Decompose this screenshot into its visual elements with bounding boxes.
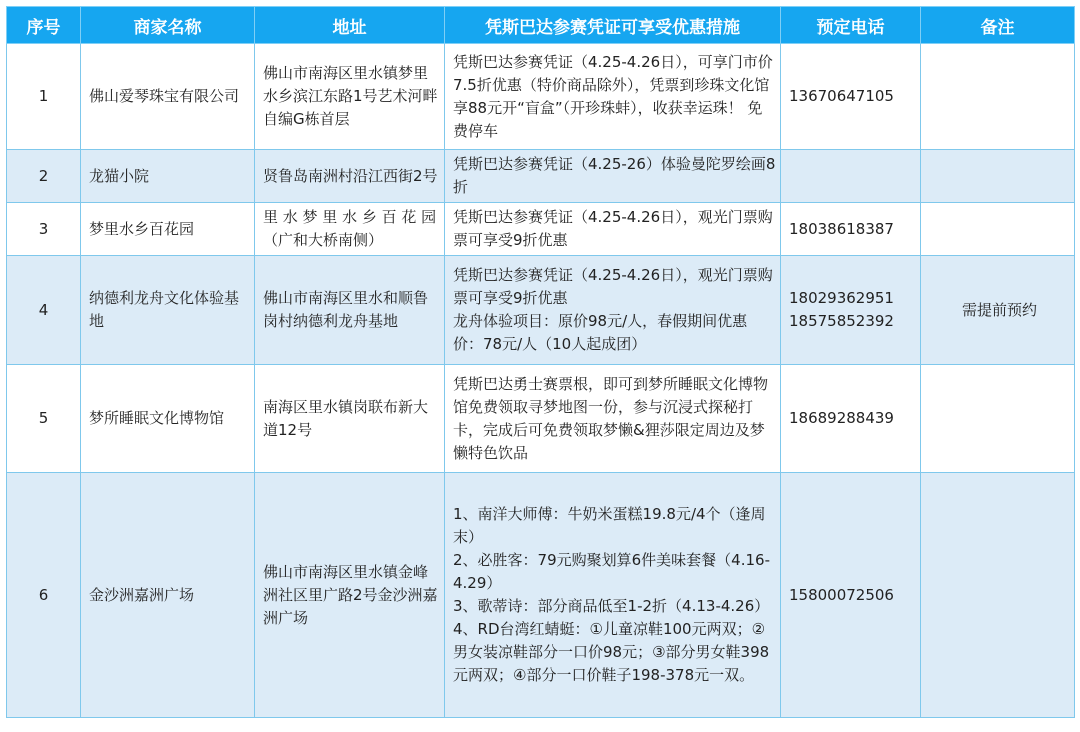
- merchant-discount-table: [6, 6, 1075, 718]
- offer-line: 凭斯巴达参赛凭证（4.25-4.26日），观光门票购票可享受9折优惠: [453, 208, 773, 249]
- merchant-address: [255, 203, 445, 256]
- header-merchant: 商家名称: [81, 7, 255, 44]
- notes-cell: [921, 203, 1075, 256]
- offer-cell: [445, 256, 781, 365]
- phone-cell: [781, 256, 921, 365]
- merchant-name: 龙猫小院: [81, 150, 255, 203]
- row-index: 2: [7, 150, 81, 203]
- header-address: 地址: [255, 7, 445, 44]
- merchant-name: 佛山爱琴珠宝有限公司: [81, 44, 255, 150]
- offer-cell: [445, 203, 781, 256]
- table-row: [7, 150, 1075, 203]
- phone-cell: [781, 150, 921, 203]
- phone-cell: [781, 203, 921, 256]
- phone-cell: [781, 365, 921, 473]
- offer-cell: [445, 473, 781, 718]
- offer-line: 龙舟体验项目：原价98元/人，春假期间优惠价：78元/人（10人起成团）: [453, 312, 748, 353]
- notes-cell: 需提前预约: [921, 256, 1075, 365]
- offer-cell: [445, 150, 781, 203]
- row-index: 1: [7, 44, 81, 150]
- address-line: （广和大桥南侧）: [263, 231, 384, 249]
- merchant-name: 梦里水乡百花园: [81, 203, 255, 256]
- table-row: [7, 44, 1075, 150]
- header-index: 序号: [7, 7, 81, 44]
- merchant-address: 佛山市南海区里水镇梦里水乡滨江东路1号艺术河畔自编G栋首层: [255, 44, 445, 150]
- phone-number: 13670647105: [789, 87, 894, 105]
- row-index: 5: [7, 365, 81, 473]
- row-index: 3: [7, 203, 81, 256]
- offer-line: 凭斯巴达参赛凭证（4.25-4.26日），可享门市价7.5折优惠（特价商品除外），凭票到珍珠文化馆享88元开“盲盒”（开珍珠蚌），收获幸运珠！ 免费停车: [453, 52, 773, 140]
- table-row: [7, 473, 1075, 718]
- merchant-address: 南海区里水镇岗联布新大道12号: [255, 365, 445, 473]
- header-notes: 备注: [921, 7, 1075, 44]
- notes-cell: [921, 473, 1075, 718]
- merchant-name: 纳德利龙舟文化体验基地: [81, 256, 255, 365]
- phone-number: 18038618387: [789, 219, 894, 238]
- phone-number: 18029362951: [789, 289, 894, 307]
- merchant-address: 佛山市南海区里水镇金峰洲社区里广路2号金沙洲嘉洲广场: [255, 473, 445, 718]
- notes-cell: [921, 365, 1075, 473]
- table-row: [7, 256, 1075, 365]
- row-index: 4: [7, 256, 81, 365]
- offer-line: 3、歌蒂诗：部分商品低至1-2折（4.13-4.26）: [453, 597, 770, 615]
- table-row: [7, 203, 1075, 256]
- header-row: [7, 7, 1075, 44]
- phone-number: 18575852392: [789, 312, 894, 330]
- merchant-name: 金沙洲嘉洲广场: [81, 473, 255, 718]
- phone-cell: [781, 473, 921, 718]
- address-line: 里 水 梦 里 水 乡 百 花 园: [263, 208, 437, 226]
- offer-line: 凭斯巴达参赛凭证（4.25-26）体验曼陀罗绘画8折: [453, 155, 776, 196]
- merchant-name: 梦所睡眠文化博物馆: [81, 365, 255, 473]
- header-offer: 凭斯巴达参赛凭证可享受优惠措施: [445, 7, 781, 44]
- row-index: 6: [7, 473, 81, 718]
- merchant-address: 贤鲁岛南洲村沿江西街2号: [255, 150, 445, 203]
- offer-cell: [445, 44, 781, 150]
- notes-cell: [921, 44, 1075, 150]
- offer-line: 凭斯巴达参赛凭证（4.25-4.26日），观光门票购票可享受9折优惠: [453, 266, 773, 307]
- merchant-discount-table-wrapper: [6, 6, 1074, 718]
- phone-number: 15800072506: [789, 585, 894, 604]
- merchant-address: 佛山市南海区里水和顺鲁岗村纳德利龙舟基地: [255, 256, 445, 365]
- offer-line: 凭斯巴达勇士赛票根，即可到梦所睡眠文化博物馆免费领取寻梦地图一份，参与沉浸式探秘打卡，完成后可免费领取梦懒&狸莎限定周边及梦懒特色饮品: [453, 374, 769, 462]
- offer-line: 2、必胜客：79元购聚划算6件美味套餐（4.16-4.29）: [453, 551, 770, 592]
- offer-line: 1、南洋大师傅：牛奶米蛋糕19.8元/4个（逢周末）: [453, 505, 766, 546]
- notes-cell: [921, 150, 1075, 203]
- phone-cell: [781, 44, 921, 150]
- header-phone: 预定电话: [781, 7, 921, 44]
- offer-line: 4、RD台湾红蜻蜓：①儿童凉鞋100元两双；②男女装凉鞋部分一口价98元；③部分男女鞋398元两双；④部分一口价鞋子198-378元一双。: [453, 620, 770, 684]
- offer-cell: [445, 365, 781, 473]
- phone-number: 18689288439: [789, 409, 894, 427]
- table-row: [7, 365, 1075, 473]
